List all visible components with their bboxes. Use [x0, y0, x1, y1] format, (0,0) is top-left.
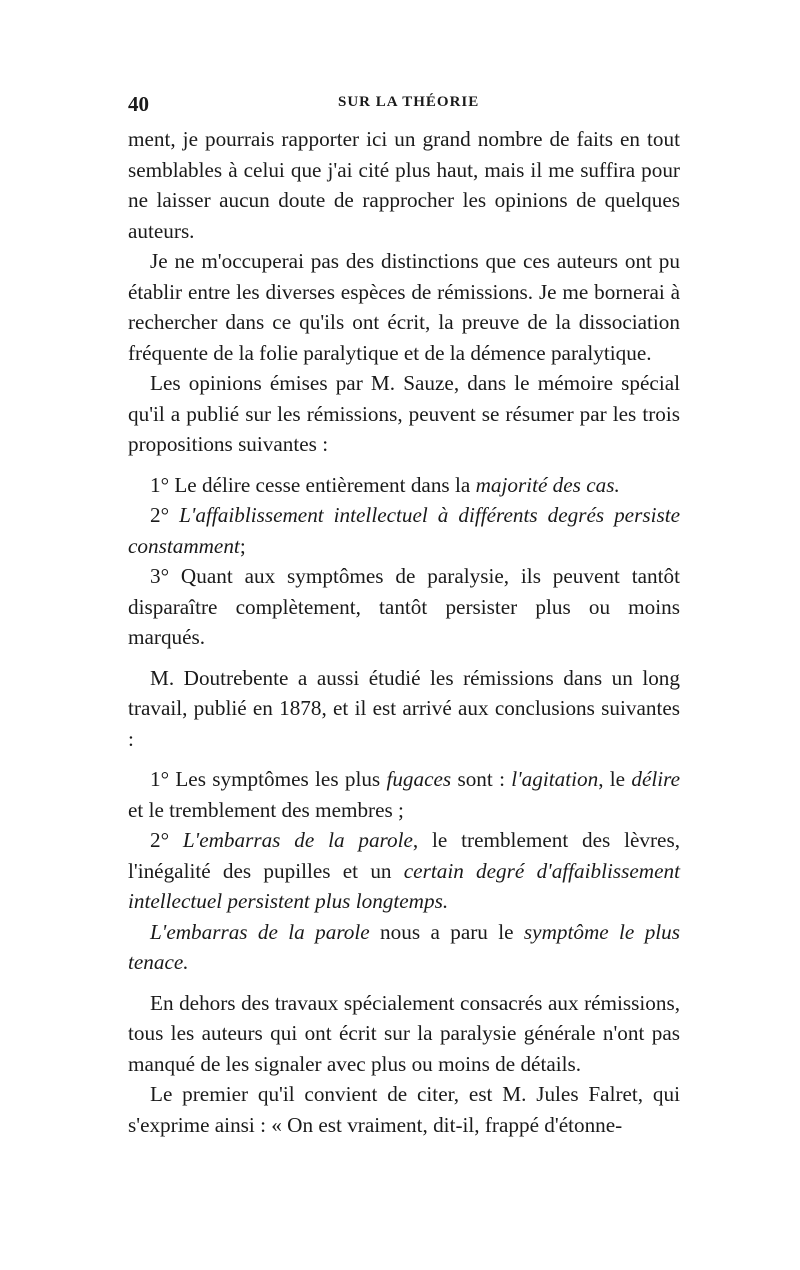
paragraph-continuation: ment, je pourrais rapporter ici un grand nombre de faits en tout semblables à celui que j'ai cité plus haut, mais il me suffira pour ne laisser aucun doute de rapprocher les opinions de quelques auteurs. — [128, 127, 680, 243]
body-text — [128, 124, 680, 1140]
page-number: 40 — [128, 92, 149, 116]
doutrebente-note — [128, 917, 680, 978]
running-head — [128, 88, 680, 118]
paragraph-distinctions: Je ne m'occuperai pas des distinctions que ces auteurs ont pu établir entre les diverses espèces de rémissions. Je me bornerai à rechercher dans ce qu'ils ont écrit, la preuve de la dissociation fréquente de la folie paralytique et de la démence paralytique. — [128, 249, 680, 365]
sauze-proposition-1 — [128, 470, 680, 501]
doutrebente-conclusion-1 — [128, 764, 680, 825]
conclusion-1-emphasis-fugaces: fugaces — [386, 767, 452, 791]
note-emphasis-symptome: symptôme le plus tenace. — [128, 919, 681, 974]
paragraph-other-authors: En dehors des travaux spécialement consacrés aux rémissions, tous les auteurs qui ont écrit sur la paralysie générale n'ont pas manqué de les signaler avec plus ou moins de détails. — [128, 990, 680, 1076]
running-title: SUR LA THÉORIE — [338, 94, 480, 110]
note-emphasis-embarras: L'embarras de la parole — [150, 919, 370, 944]
sauze-proposition-3: 3° Quant aux symptômes de paralysie, ils peuvent tantôt disparaître complètement, tantôt persister plus ou moins marqués. — [128, 564, 680, 649]
doutrebente-conclusion-2 — [128, 825, 680, 917]
conclusion-1-mid-2: , le — [598, 767, 632, 791]
conclusion-2-emphasis-embarras: L'embarras de la parole — [182, 828, 413, 852]
conclusion-2-prefix: 2° — [150, 828, 183, 852]
conclusion-1-emphasis-agitation: l'agitation — [511, 767, 599, 791]
sauze-proposition-1-text: 1° Le délire cesse entièrement dans la — [150, 472, 476, 497]
sauze-proposition-2-suffix: ; — [239, 533, 246, 558]
conclusion-1-prefix: 1° Les symptômes les plus — [150, 767, 387, 791]
paragraph-sauze: Les opinions émises par M. Sauze, dans le mémoire spécial qu'il a publié sur les rémissions, peuvent se résumer par les trois propositions suivantes : — [128, 371, 680, 456]
paragraph-falret: Le premier qu'il convient de citer, est M. Jules Falret, qui s'exprime ainsi : « On est vraiment, dit-il, frappé d'étonne- — [128, 1082, 680, 1137]
conclusion-1-mid-1: sont : — [451, 767, 512, 791]
sauze-proposition-1-emphasis: majorité des cas. — [475, 472, 620, 497]
conclusion-1-emphasis-delire: délire — [631, 767, 680, 791]
note-mid: nous a paru le — [369, 919, 524, 944]
sauze-proposition-2-number: 2° — [150, 503, 180, 527]
sauze-proposition-2 — [128, 500, 680, 561]
conclusion-2-mid: , le tremblement des lèvres, l'inégalité des pupilles et un — [128, 828, 680, 883]
paragraph-doutrebente: M. Doutrebente a aussi étudié les rémissions dans un long travail, publié en 1878, et il est arrivé aux conclusions suivantes : — [128, 665, 680, 751]
sauze-proposition-2-emphasis: L'affaiblissement intellectuel à différents degrés persiste constamment — [128, 503, 680, 558]
conclusion-2-emphasis-affaiblissement: certain degré d'affaiblissement intellectuel persistent plus longtemps. — [128, 858, 680, 913]
book-page — [128, 88, 680, 1140]
conclusion-1-suffix: et le tremblement des membres ; — [128, 797, 404, 822]
